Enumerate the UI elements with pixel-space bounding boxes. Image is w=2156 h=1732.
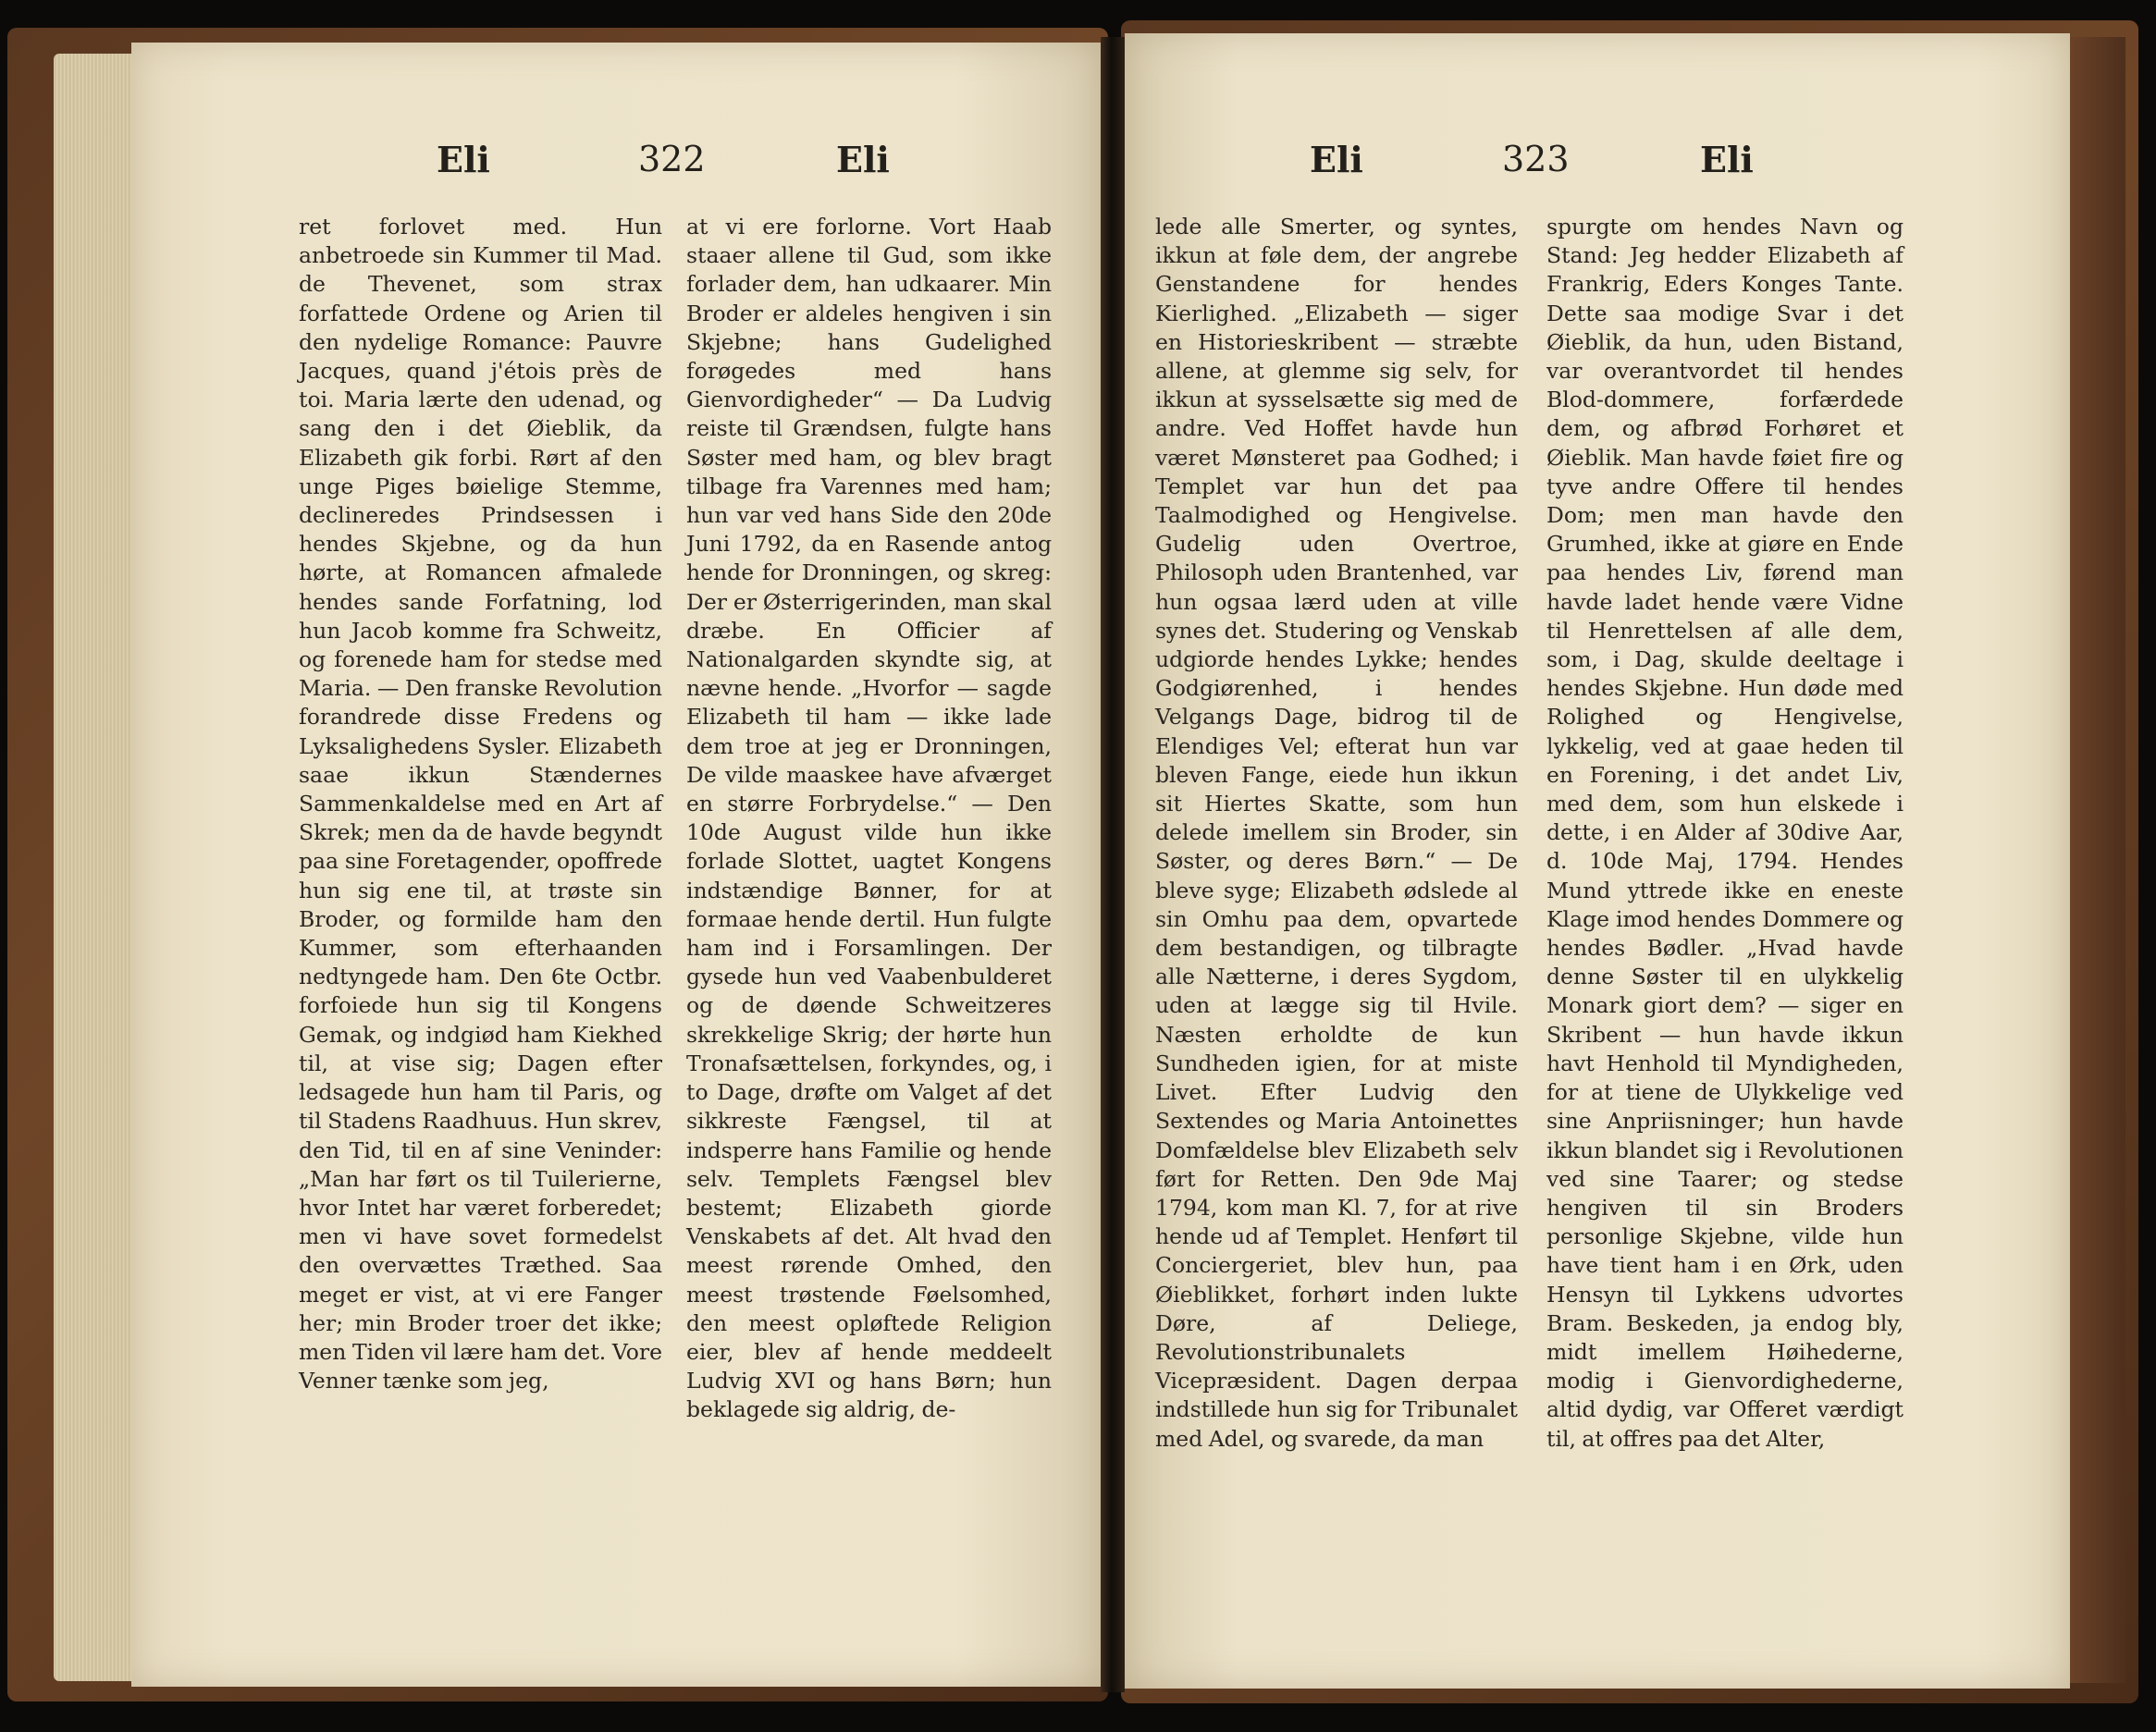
right-page-column-1 bbox=[1155, 213, 1518, 1454]
left-page-header bbox=[131, 139, 1101, 203]
left-page-column-1 bbox=[299, 213, 662, 1395]
right-page-number: 323 bbox=[1502, 139, 1570, 179]
right-column-2-text: spurgte om hendes Navn og Stand: Jeg hedder Elizabeth af Frankrig, Eders Konges Tante. Dette saa modige Svar i det Øieblik, da hun, uden Bistand, var overantvordet til hendes Blod-dommere, forfærdede dem, og afbrød Forhøret et Øieblik. Man havde føiet fire og tyve andre Offere til hendes Dom; men man havde den Grumhed, ikke at giøre en Ende paa hendes Liv, førend man havde ladet hende være Vidne til Henrettelsen af alle dem, som, i Dag, skulde deeltage i hendes Skjebne. Hun døde med Rolighed og Hengivelse, lykkelig, ved at gaae heden til en Forening, i det andet Liv, med dem, som hun elskede i dette, i en Alder af 30dive Aar, d. 10de Maj, 1794. Hendes Mund yttrede ikke en eneste Klage imod hendes Dommere og hendes Bødler. „Hvad havde denne Søster til en ulykkelig Monark giort dem? — siger en Skribent — hun havde ikkun havt Henhold til Myndigheden, for at tiene de Ulykkelige ved sine Anpriisninger; hun havde ikkun blandet sig i Revolutionen ved sine Taarer; og stedse hengiven til sin Broders personlige Skjebne, vilde hun have tient ham i en Ørk, uden Hensyn til Lykkens udvortes Bram. Beskeden, ja endog bly, midt imellem Høihederne, modig i Gienvordighederne, altid dydig, var Offeret værdigt til, at offres paa det Alter, bbox=[1546, 214, 1903, 1452]
right-running-head-right: Eli bbox=[1700, 139, 1754, 180]
right-cover-edge bbox=[2070, 37, 2125, 1683]
left-running-head-right: Eli bbox=[836, 139, 890, 180]
left-page-column-2 bbox=[686, 213, 1052, 1425]
right-page-header bbox=[1125, 139, 2070, 203]
page-edges bbox=[54, 54, 139, 1681]
right-page-column-2 bbox=[1546, 213, 1903, 1454]
book-gutter bbox=[1101, 37, 1125, 1692]
left-running-head-left: Eli bbox=[437, 139, 490, 180]
left-column-2-text: at vi ere forlorne. Vort Haab staaer allene til Gud, som ikke forlader dem, han udkaarer. Min Broder er aldeles hengiven i sin Skjebne; hans Gudelighed forøgedes med hans Gienvordigheder“ — Da Ludvig reiste til Grændsen, fulgte hans Søster med ham, og blev bragt tilbage fra Varennes med ham; hun var ved hans Side den 20de Juni 1792, da en Rasende antog hende for Dronningen, og skreg: Der er Østerrigerinden, man skal dræbe. En Officier af Nationalgarden skyndte sig, at nævne hende. „Hvorfor — sagde Elizabeth til ham — ikke lade dem troe at jeg er Dronningen, De vilde maaskee have afværget en større Forbrydelse.“ — Den 10de August vilde hun ikke forlade Slottet, uagtet Kongens indstændige Bønner, for at formaae hende dertil. Hun fulgte ham ind i Forsamlingen. Der gysede hun ved Vaabenbulderet og de døende Schweitzeres skrekkelige Skrig; der hørte hun Tronafsættelsen, forkyndes, og, i to Dage, drøfte om Valget af det sikkreste Fængsel, til at indsperre hans Familie og hende selv. Templets Fængsel blev bestemt; Elizabeth giorde Venskabets af det. Alt hvad den meest rørende Omhed, den meest trøstende Føelsomhed, den meest opløftede Religion eier, blev af hende meddeelt Ludvig XVI og hans Børn; hun beklagede sig aldrig, de- bbox=[686, 214, 1052, 1423]
right-running-head-left: Eli bbox=[1310, 139, 1363, 180]
left-column-1-text: ret forlovet med. Hun anbetroede sin Kummer til Mad. de Thevenet, som strax forfattede Ordene og Arien til den nydelige Romance: Pauvre Jacques, quand j'étois près de toi. Maria lærte den udenad, og sang den i det Øieblik, da Elizabeth gik forbi. Rørt af den unge Piges bøielige Stemme, declineredes Prindsessen i hendes Skjebne, og da hun hørte, at Romancen afmalede hendes sande Forfatning, lod hun Jacob komme fra Schweitz, og forenede ham for stedse med Maria. — Den franske Revolution forandrede disse Fredens og Lyksalighedens Sysler. Elizabeth saae ikkun Stændernes Sammenkaldelse med en Art af Skrek; men da de havde begyndt paa sine Foretagender, opoffrede hun sig ene til, at trøste sin Broder, og formilde ham den Kummer, som efterhaanden nedtyngede ham. Den 6te Octbr. forfoiede hun sig til Kongens Gemak, og indgiød ham Kiekhed til, at vise sig; Dagen efter ledsagede hun ham til Paris, og til Stadens Raadhuus. Hun skrev, den Tid, til en af sine Veninder: „Man har ført os til Tuilerierne, hvor Intet har været forberedet; men vi have sovet formedelst den overvættes Træthed. Saa meget er vist, at vi ere Fanger her; min Broder troer det ikke; men Tiden vil lære ham det. Vore Venner tænke som jeg, bbox=[299, 214, 662, 1394]
left-page-number: 322 bbox=[638, 139, 706, 179]
right-column-1-text: lede alle Smerter, og syntes, ikkun at føle dem, der angrebe Genstandene for hendes Kierlighed. „Elizabeth — siger en Historieskribent — stræbte allene, at glemme sig selv, for ikkun at sysselsætte sig med de andre. Ved Hoffet havde hun været Mønsteret paa Godhed; i Templet var hun det paa Taalmodighed og Hengivelse. Gudelig uden Overtroe, Philosoph uden Brantenhed, var hun ogsaa lærd uden at ville synes det. Studering og Venskab udgiorde hendes Lykke; hendes Godgiørenhed, i hendes Velgangs Dage, bidrog til de Elendiges Vel; efterat hun var bleven Fange, eiede hun ikkun sit Hiertes Skatte, som hun delede imellem sin Broder, sin Søster, og deres Børn.“ — De bleve syge; Elizabeth ødslede al sin Omhu paa dem, opvartede dem bestandigen, og tilbragte alle Nætterne, i deres Sygdom, uden at lægge sig til Hvile. Næsten erholdte de kun Sundheden igien, for at miste Livet. Efter Ludvig den Sextendes og Maria Antoinettes Domfældelse blev Elizabeth selv ført for Retten. Den 9de Maj 1794, kom man Kl. 7, for at rive hende ud af Templet. Henført til Conciergeriet, blev hun, paa Øieblikket, forhørt inden lukte Døre, af Deliege, Revolutionstribunalets Vicepræsident. Dagen derpaa indstillede hun sig for Tribunalet med Adel, og svarede, da man bbox=[1155, 214, 1518, 1452]
